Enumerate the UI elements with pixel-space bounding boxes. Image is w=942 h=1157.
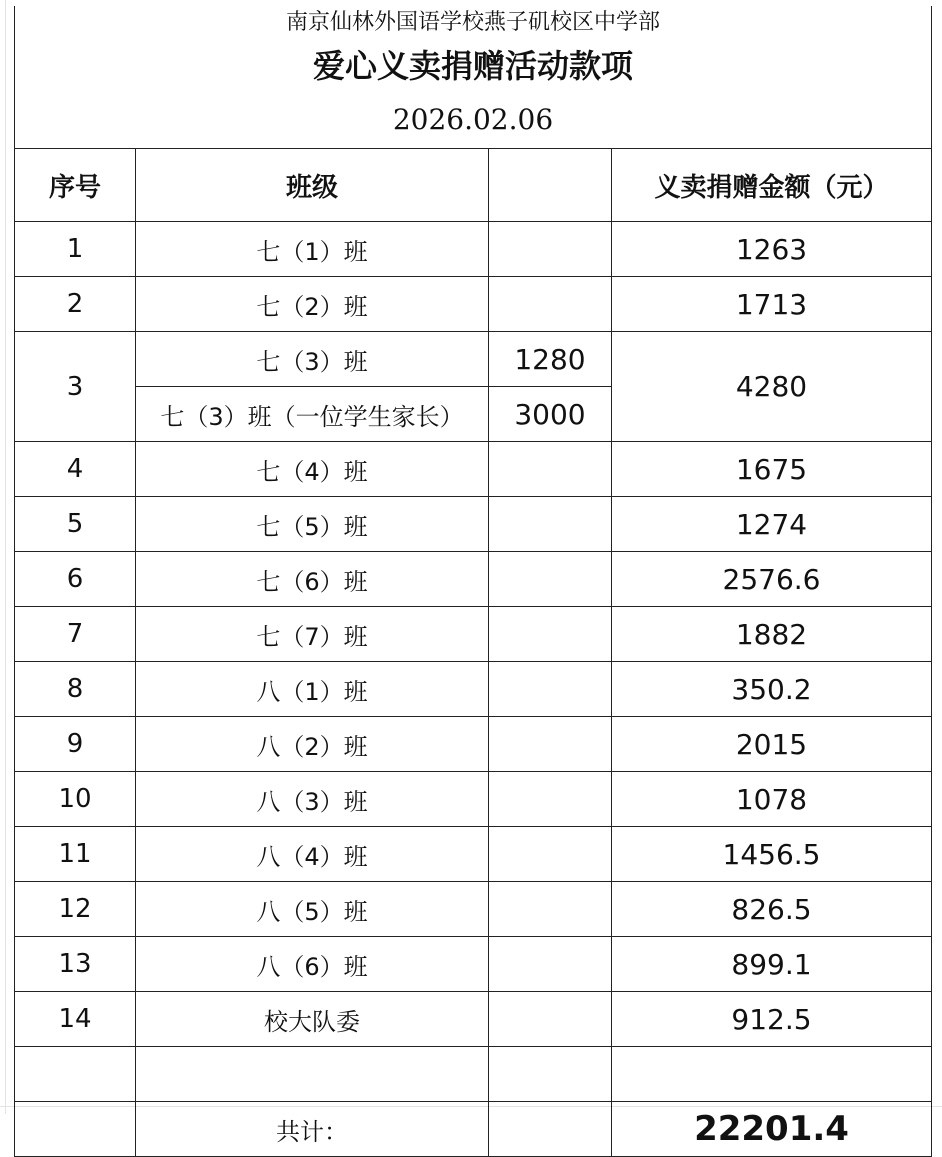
cell-index: 5	[15, 497, 136, 552]
total-row	[15, 1102, 932, 1157]
table-row	[15, 1047, 932, 1102]
title-row-date	[15, 92, 932, 149]
cell-index: 12	[15, 882, 136, 937]
table-row	[15, 662, 932, 717]
cell-amount: 899.1	[612, 937, 932, 992]
cell-index: 7	[15, 607, 136, 662]
cell-class: 七（1）班	[136, 222, 489, 277]
table-row	[15, 717, 932, 772]
cell-sub-amount	[489, 992, 612, 1047]
table-row	[15, 222, 932, 277]
event-title: 爱心义卖捐赠活动款项	[15, 40, 932, 92]
cell-amount: 1456.5	[612, 827, 932, 882]
cell-class: 七（3）班（一位学生家长）	[136, 387, 489, 442]
cell-amount: 826.5	[612, 882, 932, 937]
cell-sub-amount	[489, 937, 612, 992]
cell-index: 10	[15, 772, 136, 827]
event-date: 2026.02.06	[15, 92, 932, 149]
header-amount: 义卖捐赠金额（元）	[612, 149, 932, 222]
table-row	[15, 992, 932, 1047]
cell-amount: 2576.6	[612, 552, 932, 607]
header-class: 班级	[136, 149, 489, 222]
cell-amount: 1078	[612, 772, 932, 827]
sheet-gridline	[5, 0, 6, 1114]
cell-class: 八（5）班	[136, 882, 489, 937]
cell-index: 2	[15, 277, 136, 332]
cell-sub-amount	[489, 552, 612, 607]
total-amount: 22201.4	[612, 1102, 932, 1157]
cell-sub-amount	[489, 1102, 612, 1157]
cell-class: 校大队委	[136, 992, 489, 1047]
title-row-event	[15, 40, 932, 92]
cell-sub-amount	[489, 662, 612, 717]
cell-index: 13	[15, 937, 136, 992]
table-row	[15, 827, 932, 882]
cell-amount: 2015	[612, 717, 932, 772]
cell-class	[136, 1047, 489, 1102]
cell-class: 八（1）班	[136, 662, 489, 717]
cell-class: 八（6）班	[136, 937, 489, 992]
table-row	[15, 442, 932, 497]
cell-index	[15, 1102, 136, 1157]
cell-amount: 1675	[612, 442, 932, 497]
cell-sub-amount: 3000	[489, 387, 612, 442]
cell-index: 1	[15, 222, 136, 277]
cell-index: 9	[15, 717, 136, 772]
cell-sub-amount	[489, 717, 612, 772]
cell-class: 八（2）班	[136, 717, 489, 772]
cell-sub-amount	[489, 442, 612, 497]
cell-sub-amount: 1280	[489, 332, 612, 387]
table-row	[15, 497, 932, 552]
table-row	[15, 882, 932, 937]
cell-sub-amount	[489, 607, 612, 662]
cell-amount: 350.2	[612, 662, 932, 717]
total-label: 共计：	[136, 1102, 489, 1157]
cell-index: 3	[15, 332, 136, 442]
cell-class: 七（4）班	[136, 442, 489, 497]
cell-sub-amount	[489, 277, 612, 332]
donation-table-container	[14, 6, 932, 1157]
table-row	[15, 332, 932, 387]
header-index: 序号	[15, 149, 136, 222]
cell-index	[15, 1047, 136, 1102]
cell-class: 七（2）班	[136, 277, 489, 332]
cell-index: 4	[15, 442, 136, 497]
cell-class: 七（5）班	[136, 497, 489, 552]
cell-sub-amount	[489, 497, 612, 552]
cell-index: 14	[15, 992, 136, 1047]
cell-class: 七（3）班	[136, 332, 489, 387]
cell-sub-amount	[489, 827, 612, 882]
cell-class: 七（7）班	[136, 607, 489, 662]
cell-sub-amount	[489, 222, 612, 277]
cell-amount: 1263	[612, 222, 932, 277]
cell-class: 八（3）班	[136, 772, 489, 827]
cell-amount	[612, 1047, 932, 1102]
table-row	[15, 607, 932, 662]
table-row	[15, 772, 932, 827]
cell-amount: 4280	[612, 332, 932, 442]
header-row	[15, 149, 932, 222]
school-name: 南京仙林外国语学校燕子矶校区中学部	[15, 6, 932, 40]
cell-sub-amount	[489, 1047, 612, 1102]
cell-index: 8	[15, 662, 136, 717]
header-empty	[489, 149, 612, 222]
title-row-school	[15, 6, 932, 40]
cell-index: 11	[15, 827, 136, 882]
cell-amount: 1882	[612, 607, 932, 662]
cell-class: 七（6）班	[136, 552, 489, 607]
cell-class: 八（4）班	[136, 827, 489, 882]
cell-index: 6	[15, 552, 136, 607]
table-row	[15, 552, 932, 607]
cell-amount: 1713	[612, 277, 932, 332]
cell-sub-amount	[489, 772, 612, 827]
cell-amount: 912.5	[612, 992, 932, 1047]
cell-sub-amount	[489, 882, 612, 937]
table-row	[15, 277, 932, 332]
donation-table	[14, 6, 932, 1157]
table-row	[15, 937, 932, 992]
cell-amount: 1274	[612, 497, 932, 552]
